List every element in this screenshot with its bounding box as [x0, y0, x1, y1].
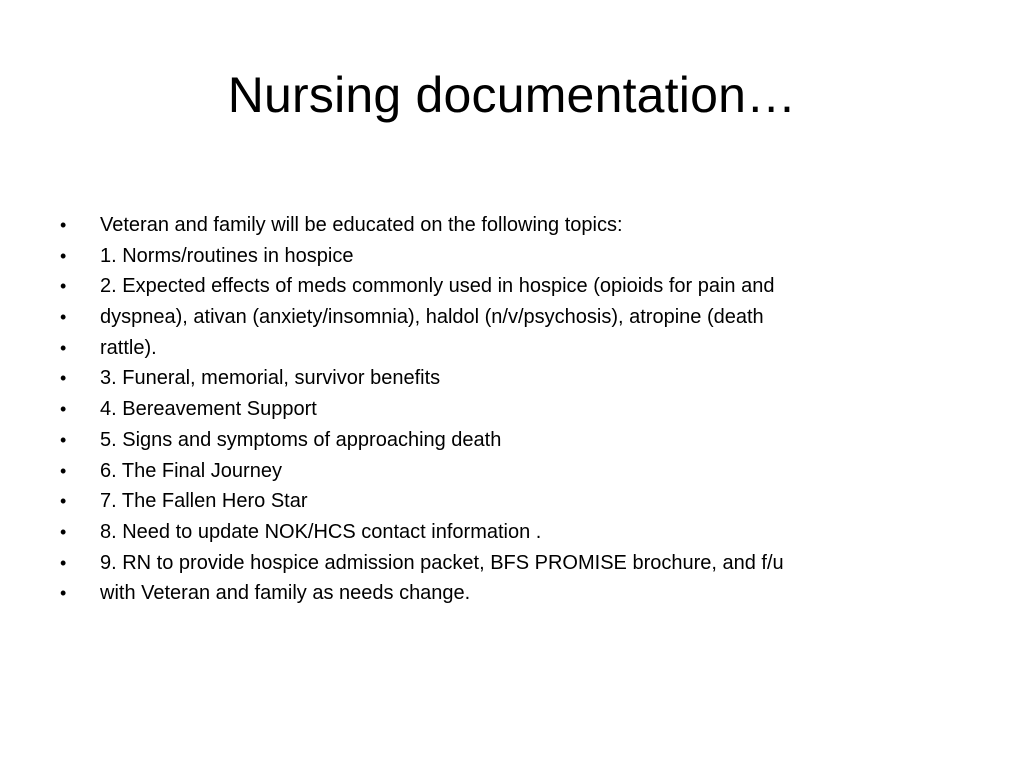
list-item [60, 456, 960, 487]
slide-title: Nursing documentation… [227, 67, 797, 123]
bullet-icon: • [60, 245, 67, 266]
bullet-icon: • [60, 399, 67, 420]
bullet-icon: • [60, 215, 67, 235]
bullet-icon: • [60, 276, 67, 297]
list-item [60, 486, 960, 517]
bullet-icon: • [60, 583, 67, 604]
bullet-icon: • [60, 552, 67, 573]
bullet-text: Veteran and family will be educated on the following topics: [100, 214, 623, 236]
list-item [60, 363, 960, 394]
list-item [60, 425, 960, 456]
list-item [60, 302, 960, 333]
bullet-text: 1. Norms/routines in hospice [100, 244, 354, 267]
bullet-list [60, 210, 960, 609]
list-item [60, 241, 960, 272]
list-item [60, 210, 960, 241]
bullet-text: 4. Bereavement Support [100, 398, 317, 421]
list-item [60, 271, 960, 302]
bullet-text: dyspnea), ativan (anxiety/insomnia), haldol (n/v/psychosis), atropine (death [100, 306, 764, 329]
list-item [60, 394, 960, 425]
bullet-icon: • [60, 337, 67, 358]
bullet-text: 8. Need to update NOK/HCS contact information . [100, 520, 542, 543]
bullet-text: 7. The Fallen Hero Star [100, 490, 308, 513]
list-item [60, 517, 960, 548]
list-item [60, 548, 960, 579]
bullet-icon: • [60, 429, 67, 450]
bullet-icon: • [60, 460, 67, 481]
bullet-icon: • [60, 307, 67, 328]
list-item [60, 578, 960, 609]
bullet-icon: • [60, 368, 67, 389]
bullet-icon: • [60, 491, 67, 512]
bullet-text: 3. Funeral, memorial, survivor benefits [100, 367, 441, 390]
bullet-icon: • [60, 521, 67, 542]
list-item [60, 333, 960, 364]
bullet-text: rattle). [100, 336, 157, 359]
bullet-text: 6. The Final Journey [100, 459, 282, 482]
bullet-text: with Veteran and family as needs change. [100, 582, 471, 605]
bullet-text: 9. RN to provide hospice admission packet, BFS PROMISE brochure, and f/u [100, 551, 784, 574]
bullet-text: 2. Expected effects of meds commonly used in hospice (opioids for pain and [100, 275, 775, 298]
bullet-text: 5. Signs and symptoms of approaching death [100, 428, 502, 451]
